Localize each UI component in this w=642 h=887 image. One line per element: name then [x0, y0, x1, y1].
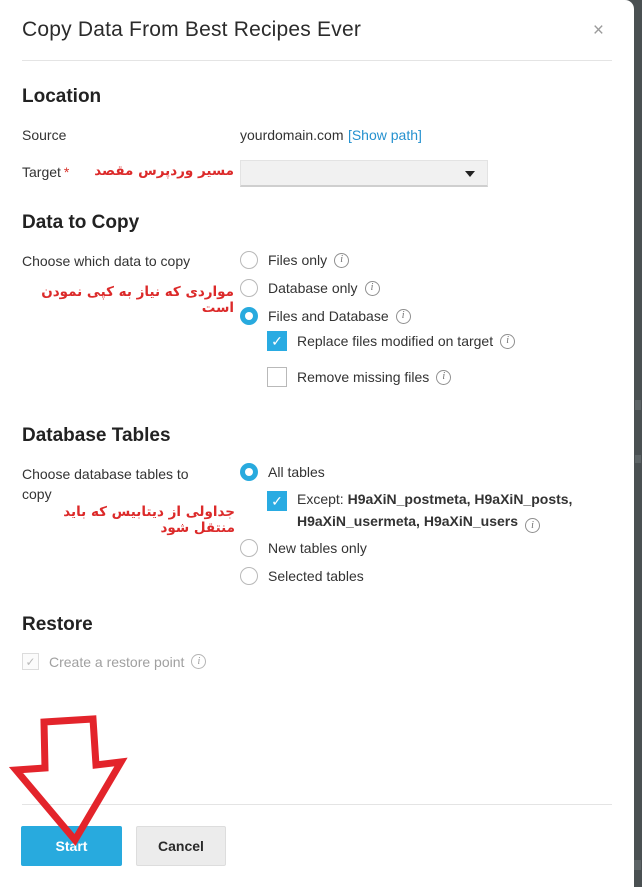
radio-icon[interactable] [240, 251, 258, 269]
start-button[interactable]: Start [21, 826, 122, 866]
checkbox-checked-icon[interactable]: ✓ [267, 491, 287, 511]
radio-icon[interactable] [240, 279, 258, 297]
info-icon[interactable]: i [365, 281, 380, 296]
obscured-content-fragment [635, 455, 641, 463]
show-path-link[interactable]: [Show path] [347, 127, 422, 143]
radio-all-tables[interactable]: All tables [240, 463, 325, 481]
radio-files-only[interactable]: Files only i [240, 251, 349, 269]
header-divider [22, 60, 612, 61]
database-tables-annotation-fa: جداولی از دیتابیس که باید منتقل شود [63, 504, 235, 536]
obscured-content-fragment [634, 860, 641, 870]
except-tables-text: Except: H9aXiN_postmeta, H9aXiN_posts, H9aXiN_usermeta, H9aXiN_users i [297, 489, 599, 533]
checkbox-replace-files[interactable]: ✓ Replace files modified on target i [267, 331, 515, 351]
source-value: yourdomain.com [240, 127, 344, 143]
location-heading: Location [22, 86, 102, 107]
radio-checked-icon[interactable] [240, 463, 258, 481]
checkbox-create-restore-point: ✓ Create a restore point i [22, 653, 206, 670]
info-icon[interactable]: i [334, 253, 349, 268]
radio-checked-icon[interactable] [240, 307, 258, 325]
checkbox-unchecked-icon[interactable] [267, 367, 287, 387]
checkbox-checked-icon[interactable]: ✓ [267, 331, 287, 351]
target-label: Target * [22, 164, 70, 180]
radio-new-tables-only[interactable]: New tables only [240, 539, 367, 557]
radio-selected-tables[interactable]: Selected tables [240, 567, 364, 585]
dialog-title: Copy Data From Best Recipes Ever [22, 18, 362, 41]
checkbox-except-tables[interactable] [267, 489, 599, 533]
required-asterisk: * [63, 164, 70, 180]
checkbox-disabled-checked-icon: ✓ [22, 653, 39, 670]
info-icon[interactable]: i [525, 518, 540, 533]
footer-divider [22, 804, 612, 805]
info-icon[interactable]: i [436, 370, 451, 385]
info-icon[interactable]: i [191, 654, 206, 669]
radio-icon[interactable] [240, 567, 258, 585]
radio-icon[interactable] [240, 539, 258, 557]
radio-database-only[interactable]: Database only i [240, 279, 380, 297]
restore-heading: Restore [22, 614, 93, 635]
target-select[interactable] [240, 160, 488, 187]
choose-data-label: Choose which data to copy [22, 253, 191, 269]
radio-files-and-database[interactable]: Files and Database i [240, 307, 411, 325]
target-annotation-fa: مسیر وردپرس مقصد [94, 163, 234, 179]
checkbox-remove-missing[interactable]: Remove missing files i [267, 367, 451, 387]
source-label: Source [22, 127, 67, 143]
choose-tables-label: Choose database tables to copy [22, 466, 189, 503]
cancel-button[interactable]: Cancel [136, 826, 226, 866]
dropdown-caret-icon [465, 171, 475, 177]
obscured-content-fragment [635, 400, 641, 410]
data-to-copy-heading: Data to Copy [22, 212, 140, 233]
data-to-copy-annotation-fa: مواردی که نیاز به کپی نمودن است [41, 284, 234, 316]
close-icon[interactable]: × [592, 20, 604, 41]
database-tables-heading: Database Tables [22, 425, 171, 446]
info-icon[interactable]: i [396, 309, 411, 324]
info-icon[interactable]: i [500, 334, 515, 349]
